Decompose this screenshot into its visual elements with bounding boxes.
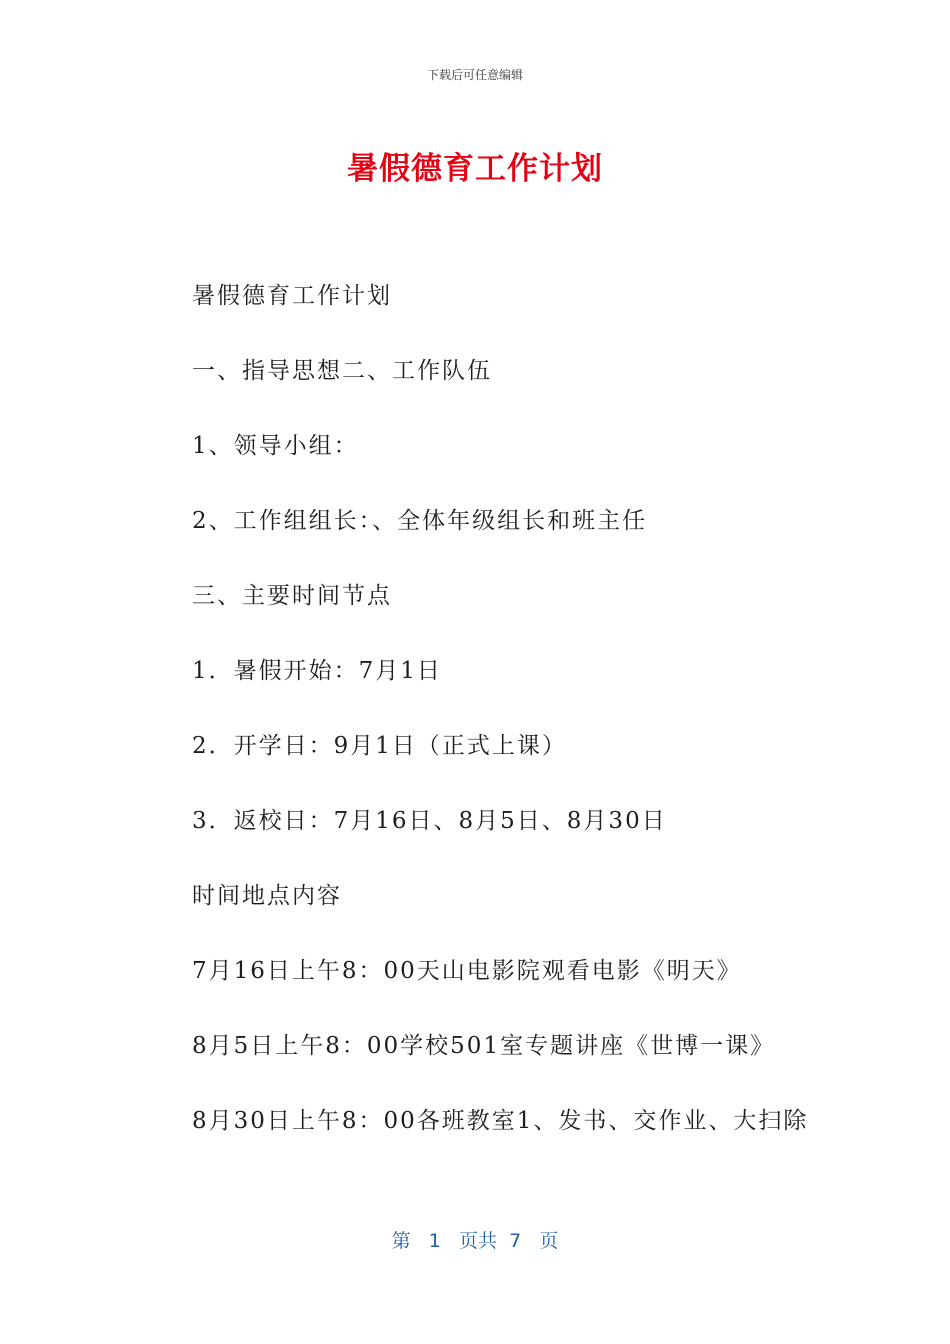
page-label-middle: 页共 — [459, 1230, 498, 1252]
document-body — [192, 278, 872, 1178]
body-line: 2．开学日：9月1日（正式上课） — [192, 733, 567, 759]
page-footer — [0, 1226, 950, 1253]
header-note: 下载后可任意编辑 — [426, 68, 523, 82]
page-label-prefix: 第 — [391, 1230, 411, 1252]
body-line: 时间地点内容 — [192, 883, 342, 909]
total-pages-number: 7 — [509, 1230, 522, 1252]
body-line: 8月5日上午8：00学校501室专题讲座《世博一课》 — [192, 1033, 776, 1059]
page-label-suffix: 页 — [539, 1230, 559, 1252]
body-line: 暑假德育工作计划 — [192, 283, 392, 309]
document-title: 暑假德育工作计划 — [347, 151, 603, 187]
body-line: 三、主要时间节点 — [192, 583, 392, 609]
body-line: 7月16日上午8：00天山电影院观看电影《明天》 — [192, 958, 742, 984]
body-line: 1．暑假开始：7月1日 — [192, 658, 442, 684]
body-line: 一、指导思想二、工作队伍 — [192, 358, 492, 384]
body-line: 1、领导小组： — [192, 433, 359, 459]
body-line: 3．返校日：7月16日、8月5日、8月30日 — [192, 808, 667, 834]
current-page-number: 1 — [428, 1230, 441, 1252]
body-line: 2、工作组组长：、全体年级组长和班主任 — [192, 508, 648, 534]
body-line: 8月30日上午8：00各班教室1、发书、交作业、大扫除 — [192, 1108, 809, 1134]
